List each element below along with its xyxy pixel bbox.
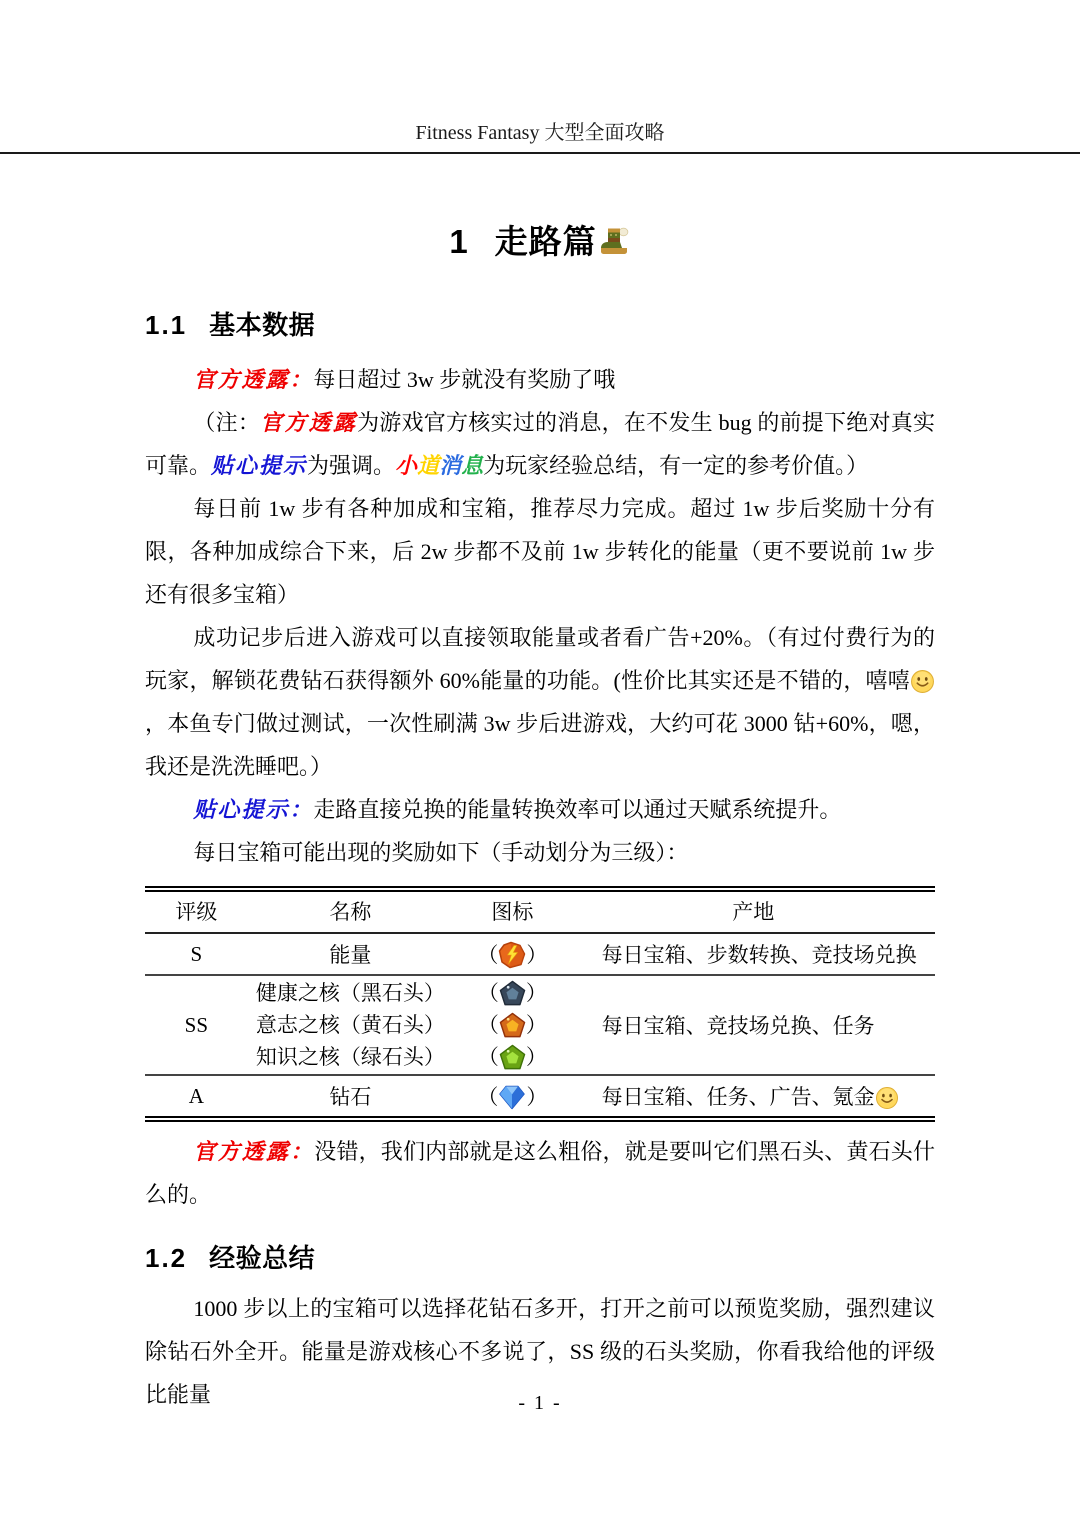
paragraph-experience: 1000 步以上的宝箱可以选择花钻石多开，打开之前可以预览奖励，强烈建议除钻石外全开。能量是游戏核心不多说了，SS 级的石头奖励，你看我给他的评级比能量 <box>145 1296 935 1407</box>
energy-stone-icon <box>498 941 526 969</box>
paragraph-energy-claim <box>145 616 935 788</box>
paren-close: ） <box>526 1085 548 1109</box>
grade-cell: A <box>188 1083 204 1108</box>
header-icon: 图标 <box>453 889 572 933</box>
paren-open: （ <box>477 1045 499 1069</box>
smiley-face-icon <box>875 1086 899 1110</box>
page-number: - 1 - <box>518 1392 562 1414</box>
paragraph-steps-advice: 每日前 1w 步有各种加成和宝箱，推荐尽力完成。超过 1w 步后奖励十分有限，各种加成综合下来，后 2w 步都不及前 1w 步转化的能量（更不要说前 1w 步还有很多宝箱） <box>145 496 935 607</box>
tip-label: 贴心提示 <box>211 453 308 478</box>
core-name-black: 健康之核（黑石头） <box>255 981 445 1005</box>
note-mid1: 为游戏官方核实过的消息，在不发生 bug 的前提下绝对真实可靠。 <box>145 410 935 478</box>
source-text: 每日宝箱、任务、广告、氪金 <box>601 1085 875 1109</box>
section-heading-1-1 <box>145 305 935 342</box>
paren-close: ） <box>525 1045 547 1069</box>
smiley-face-icon <box>910 669 935 694</box>
core-name-yellow: 意志之核（黄石头） <box>255 1013 445 1037</box>
name-cell: 能量 <box>329 943 372 967</box>
source-cell: 每日宝箱、步数转换、竞技场兑换 <box>601 943 917 967</box>
section-title: 基本数据 <box>209 310 316 340</box>
name-cell: 钻石 <box>329 1085 372 1109</box>
paragraph-tip <box>145 788 935 831</box>
page-content <box>145 216 935 1416</box>
label-colon: ： <box>289 797 314 822</box>
official-reveal-label: 官方透露 <box>260 410 358 435</box>
chapter-heading <box>145 216 935 263</box>
section-1-1-body <box>145 358 935 874</box>
header-source: 产地 <box>572 889 935 933</box>
green-core-icon <box>499 1044 526 1071</box>
grade-cell: SS <box>184 1012 209 1037</box>
rainbow-char-4: 息 <box>461 453 484 478</box>
blue-diamond-icon <box>498 1083 526 1111</box>
section-title: 经验总结 <box>209 1243 316 1273</box>
chapter-number: 1 <box>449 223 469 260</box>
table-row-ss <box>145 975 935 1075</box>
tip-label: 贴心提示 <box>193 797 290 822</box>
running-header <box>0 0 1080 154</box>
rainbow-char-1: 小 <box>395 453 418 478</box>
reward-table <box>145 886 935 1122</box>
chapter-title-text: 走路篇 <box>494 223 597 260</box>
header-title: Fitness Fantasy 大型全面攻略 <box>415 122 665 144</box>
paren-close: ） <box>526 943 548 967</box>
grade-cell: S <box>190 941 203 966</box>
black-core-icon <box>499 980 526 1007</box>
table-header-row <box>145 889 935 933</box>
paragraph-official-reveal-1 <box>145 358 935 401</box>
paren-open: （ <box>477 981 499 1005</box>
section-number: 1.2 <box>145 1243 188 1273</box>
rainbow-char-2: 道 <box>417 453 440 478</box>
paragraph-text: 每日超过 3w 步就没有奖励了哦 <box>313 367 616 392</box>
tip-text: 走路直接兑换的能量转换效率可以通过天赋系统提升。 <box>313 797 842 822</box>
table-row-s <box>145 933 935 975</box>
paragraph-text: 没错，我们内部就是这么粗俗，就是要叫它们黑石头、黄石头什么的。 <box>145 1139 935 1207</box>
yellow-core-icon <box>499 1012 526 1039</box>
core-name-green: 知识之核（绿石头） <box>255 1045 445 1069</box>
header-grade: 评级 <box>145 889 248 933</box>
paren-close: ） <box>525 981 547 1005</box>
table-row-a <box>145 1075 935 1119</box>
section-heading-1-2 <box>145 1238 935 1275</box>
claim-post: ，本鱼专门做过测试，一次性刷满 3w 步后进游戏，大约可花 3000 钻+60%，嗯，我还是洗洗睡吧。） <box>145 711 935 779</box>
paren-open: （ <box>477 1085 499 1109</box>
icon-cell <box>453 1075 572 1119</box>
official-reveal-label: 官方透露 <box>193 1139 291 1164</box>
paren-close: ） <box>525 1013 547 1037</box>
paragraph-note <box>145 401 935 487</box>
source-cell <box>572 1075 935 1119</box>
icon-cell <box>453 933 572 975</box>
note-mid2: 为强调。 <box>307 453 396 478</box>
paragraph-table-intro: 每日宝箱可能出现的奖励如下（手动划分为三级）： <box>193 840 689 865</box>
section-number: 1.1 <box>145 310 188 340</box>
after-table-block <box>145 1130 935 1416</box>
rainbow-char-3: 消 <box>439 453 462 478</box>
note-post: 为玩家经验总结，有一定的参考价值。） <box>483 453 869 478</box>
paren-open: （ <box>477 1013 499 1037</box>
header-name: 名称 <box>248 889 453 933</box>
claim-pre: 成功记步后进入游戏可以直接领取能量或者看广告+20%。（有过付费行为的玩家，解锁花费钻石获得额外 60%能量的功能。(性价比其实还是不错的，嘻嘻 <box>145 625 935 693</box>
paragraph-official-reveal-2 <box>145 1130 935 1216</box>
source-cell: 每日宝箱、竞技场兑换、任务 <box>601 1014 875 1038</box>
icon-cell <box>453 975 572 1075</box>
label-colon: ： <box>289 367 314 392</box>
official-reveal-label: 官方透露 <box>193 367 290 392</box>
hiking-boot-icon <box>599 225 631 257</box>
name-cell <box>248 975 453 1075</box>
label-colon: ： <box>290 1139 315 1164</box>
note-pre: （注： <box>193 410 261 435</box>
paren-open: （ <box>477 943 499 967</box>
